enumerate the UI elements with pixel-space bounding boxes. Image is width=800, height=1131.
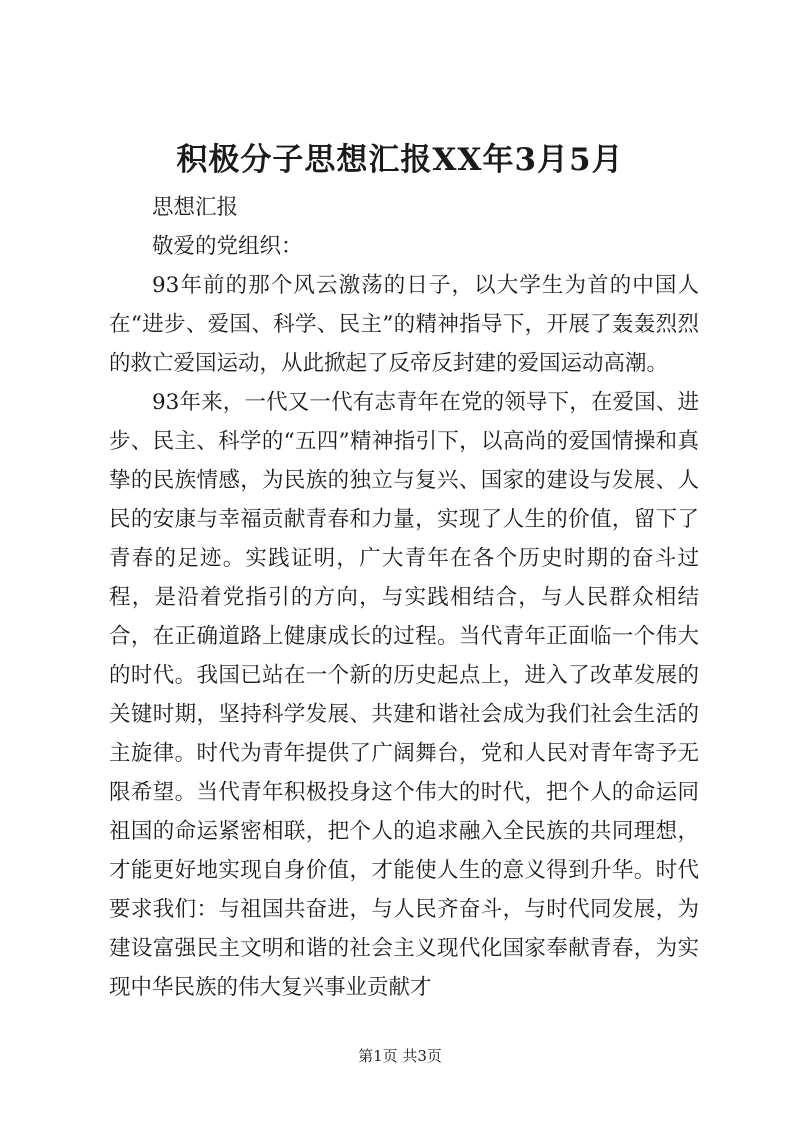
paragraph-history: 93年前的那个风云激荡的日子，以大学生为首的中国人在“进步、爱国、科学、民主”的精神指导下，开展了轰轰烈烈的救亡爱国运动，从此掀起了反帝反封建的爱国运动高潮。 bbox=[109, 273, 699, 376]
document-body bbox=[109, 188, 699, 1007]
page-title: 积极分子思想汇报XX年3月5月 bbox=[176, 142, 624, 178]
page-number-footer: 第1页 共3页 bbox=[358, 1047, 442, 1065]
paragraph-main: 93年来，一代又一代有志青年在党的领导下，在爱国、进步、民主、科学的“五四”精神指引下，以高尚的爱国情操和真挚的民族情感，为民族的独立与复兴、国家的建设与发展、人民的安康与幸福贡献青春和力量，实现了人生的价值，留下了青春的足迹。实践证明，广大青年在各个历史时期的奋斗过程，是沿着党指引的方向，与实践相结合，与人民群众相结合，在正确道路上健康成长的过程。当代青年正面临一个伟大的时代。我国已站在一个新的历史起点上，进入了改革发展的关键时期，坚持科学发展、共建和谐社会成为我们社会生活的主旋律。时代为青年提供了广阔舞台，党和人民对青年寄予无限希望。当代青年积极投身这个伟大的时代，把个人的命运同祖国的命运紧密相联，把个人的追求融入全民族的共同理想，才能更好地实现自身价值，才能使人生的意义得到升华。时代要求我们：与祖国共奋进，与人民齐奋斗，与时代同发展，为建设富强民主文明和谐的社会主义现代化国家奉献青春，为实现中华民族的伟大复兴事业贡献才 bbox=[109, 390, 699, 1000]
paragraph-salutation: 敬爱的党组织： bbox=[152, 234, 303, 259]
paragraph-heading: 思想汇报 bbox=[152, 195, 239, 220]
